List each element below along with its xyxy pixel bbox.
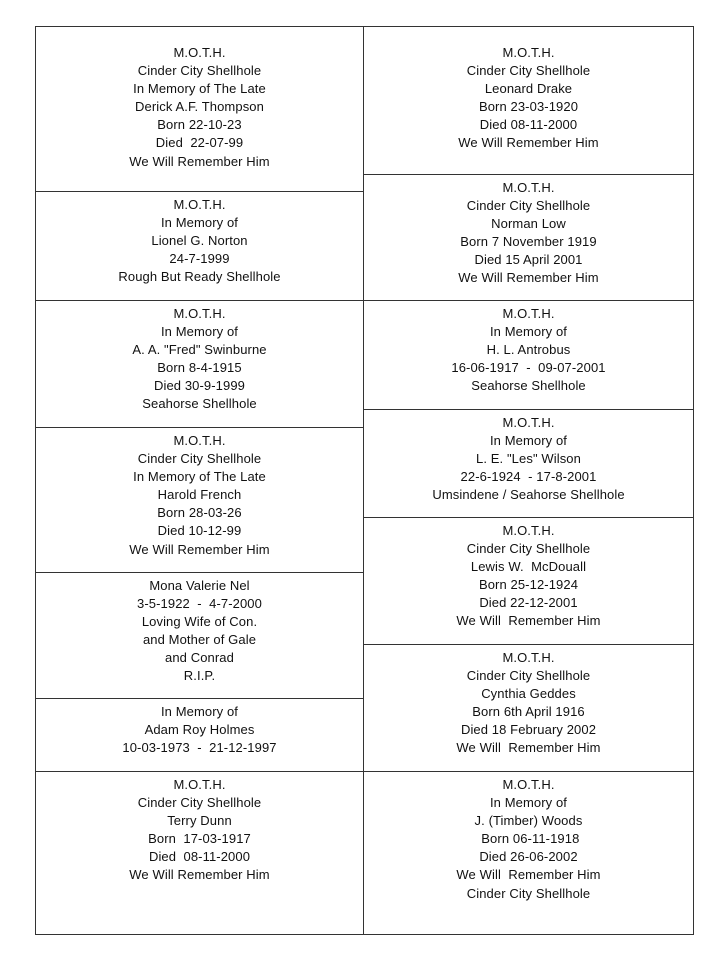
memorial-entry bbox=[364, 771, 693, 936]
entry-line: In Memory of bbox=[489, 324, 568, 340]
entry-lines bbox=[36, 703, 363, 757]
entry-line: 22-6-1924 - 17-8-2001 bbox=[460, 469, 597, 485]
memorial-entry bbox=[36, 572, 363, 698]
entry-lines bbox=[364, 522, 693, 631]
entry-line: Cinder City Shellhole bbox=[466, 541, 591, 557]
memorial-entry bbox=[364, 300, 693, 409]
entry-line: Died 26-06-2002 bbox=[479, 849, 578, 865]
memorial-entry bbox=[36, 300, 363, 427]
entry-line: Derick A.F. Thompson bbox=[135, 99, 264, 115]
entry-line: L. E. "Les" Wilson bbox=[476, 451, 581, 467]
entry-lines bbox=[36, 305, 363, 414]
entry-line: and Conrad bbox=[165, 650, 234, 666]
entry-line: Umsindene / Seahorse Shellhole bbox=[432, 487, 625, 503]
entry-line: In Memory of bbox=[160, 215, 239, 231]
entry-line: Adam Roy Holmes bbox=[144, 722, 255, 738]
entry-lines bbox=[36, 577, 363, 686]
entry-line: We Will Remember Him bbox=[129, 153, 270, 169]
entry-line: M.O.T.H. bbox=[502, 777, 555, 792]
entry-line: Loving Wife of Con. bbox=[141, 614, 258, 630]
entry-lines bbox=[364, 305, 693, 395]
entry-line: 16-06-1917 - 09-07-2001 bbox=[451, 360, 606, 376]
entry-line: M.O.T.H. bbox=[502, 650, 555, 665]
entry-line: and Mother of Gale bbox=[142, 632, 257, 648]
entry-line: M.O.T.H. bbox=[173, 197, 226, 212]
entry-line: 24-7-1999 bbox=[169, 251, 230, 267]
entry-line: We Will Remember Him bbox=[456, 740, 601, 756]
entry-line: H. L. Antrobus bbox=[486, 342, 571, 358]
entry-lines bbox=[36, 196, 363, 286]
entry-line: Cinder City Shellhole bbox=[466, 198, 591, 214]
entry-lines bbox=[36, 776, 363, 885]
entry-line: M.O.T.H. bbox=[173, 777, 226, 792]
entry-line: We Will Remember Him bbox=[456, 613, 601, 629]
entry-lines bbox=[364, 179, 693, 288]
entry-line: We Will Remember Him bbox=[129, 867, 270, 883]
entry-line: We Will Remember Him bbox=[129, 541, 270, 557]
entry-line: In Memory of bbox=[489, 433, 568, 449]
entry-line: Norman Low bbox=[491, 216, 566, 232]
entry-line: In Memory of bbox=[160, 324, 239, 340]
memorial-entry bbox=[36, 698, 363, 771]
entry-line: Born 22-10-23 bbox=[157, 117, 242, 133]
entry-line: Died 18 February 2002 bbox=[460, 722, 597, 738]
entry-lines bbox=[364, 649, 693, 758]
memorial-entry bbox=[364, 174, 693, 300]
entry-line: Terry Dunn bbox=[167, 813, 232, 829]
entry-line: In Memory of bbox=[160, 704, 239, 719]
entry-lines bbox=[36, 432, 363, 559]
entry-line: Born 6th April 1916 bbox=[472, 704, 585, 720]
memorial-entry bbox=[364, 517, 693, 644]
entry-line: Born 23-03-1920 bbox=[478, 99, 579, 115]
entry-line: Born 8-4-1915 bbox=[157, 360, 242, 376]
entry-line: J. (Timber) Woods bbox=[474, 813, 583, 829]
entry-lines bbox=[36, 44, 363, 171]
entry-line: Leonard Drake bbox=[484, 81, 573, 97]
right-column bbox=[363, 26, 694, 935]
memorial-entry bbox=[36, 191, 363, 300]
entry-line: Rough But Ready Shellhole bbox=[118, 269, 281, 285]
entry-lines bbox=[364, 44, 693, 153]
entry-line: M.O.T.H. bbox=[502, 415, 555, 430]
entry-line: Died 22-12-2001 bbox=[479, 595, 578, 611]
entry-line: Cinder City Shellhole bbox=[466, 885, 591, 901]
memorial-entry bbox=[364, 409, 693, 517]
left-column bbox=[35, 26, 364, 935]
entry-line: M.O.T.H. bbox=[502, 306, 555, 321]
entry-line: 10-03-1973 - 21-12-1997 bbox=[122, 740, 277, 756]
entry-line: M.O.T.H. bbox=[173, 306, 226, 321]
entry-line: M.O.T.H. bbox=[173, 433, 226, 448]
entry-line: Died 22-07-99 bbox=[155, 135, 244, 151]
entry-line: Seahorse Shellhole bbox=[471, 378, 586, 394]
entry-line: Lionel G. Norton bbox=[151, 233, 248, 249]
entry-line: M.O.T.H. bbox=[173, 45, 226, 60]
entry-line: Seahorse Shellhole bbox=[142, 396, 257, 412]
memorial-entry bbox=[364, 644, 693, 771]
entry-line: Cynthia Geddes bbox=[481, 686, 576, 702]
entry-line: Born 28-03-26 bbox=[157, 505, 242, 521]
entry-line: Lewis W. McDouall bbox=[470, 559, 587, 575]
entry-line: In Memory of The Late bbox=[133, 469, 266, 485]
entry-line: 3-5-1922 - 4-7-2000 bbox=[137, 596, 262, 612]
memorial-entry bbox=[36, 27, 363, 191]
entry-line: We Will Remember Him bbox=[456, 867, 601, 883]
entry-line: R.I.P. bbox=[183, 668, 216, 684]
entry-line: Died 30-9-1999 bbox=[153, 378, 246, 394]
entry-line: M.O.T.H. bbox=[502, 180, 555, 195]
entry-line: M.O.T.H. bbox=[502, 45, 555, 60]
entry-line: Cinder City Shellhole bbox=[466, 63, 591, 79]
entry-line: In Memory of The Late bbox=[133, 81, 266, 97]
memorial-entry bbox=[36, 427, 363, 572]
entry-line: Died 08-11-2000 bbox=[479, 117, 578, 133]
entry-line: In Memory of bbox=[489, 795, 568, 811]
entry-line: Cinder City Shellhole bbox=[466, 668, 591, 684]
entry-line: We Will Remember Him bbox=[458, 270, 599, 286]
memorial-entry bbox=[36, 771, 363, 936]
entry-line: Harold French bbox=[157, 487, 242, 503]
entry-line: Born 06-11-1918 bbox=[477, 831, 580, 847]
entry-line: Cinder City Shellhole bbox=[137, 451, 262, 467]
entry-lines bbox=[364, 414, 693, 504]
entry-line: Mona Valerie Nel bbox=[149, 578, 250, 593]
entry-line: Born 17-03-1917 bbox=[148, 831, 251, 847]
entry-line: M.O.T.H. bbox=[502, 523, 555, 538]
entry-line: Cinder City Shellhole bbox=[137, 63, 262, 79]
entry-line: We Will Remember Him bbox=[458, 135, 599, 151]
entry-line: A. A. "Fred" Swinburne bbox=[132, 342, 267, 358]
entry-line: Died 10-12-99 bbox=[157, 523, 242, 539]
entry-lines bbox=[364, 776, 693, 903]
entry-line: Born 7 November 1919 bbox=[460, 234, 597, 250]
entry-line: Cinder City Shellhole bbox=[137, 795, 262, 811]
memorial-entry bbox=[364, 27, 693, 174]
entry-line: Died 08-11-2000 bbox=[148, 849, 251, 865]
entry-line: Died 15 April 2001 bbox=[474, 252, 583, 268]
entry-line: Born 25-12-1924 bbox=[478, 577, 579, 593]
